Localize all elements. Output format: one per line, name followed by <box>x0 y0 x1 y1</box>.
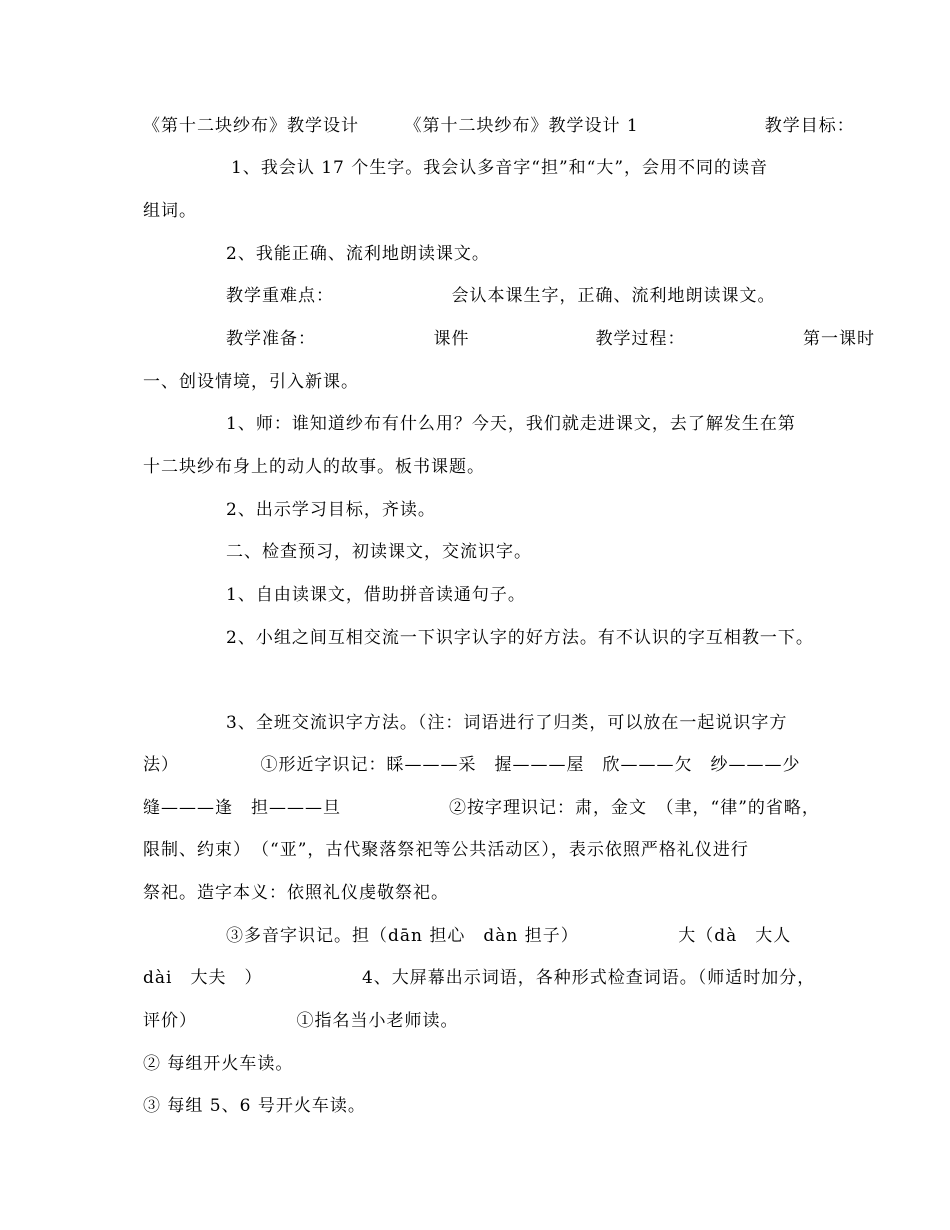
polyphonic-line-1: ③多音字识记。担（dān 担心 dàn 担子） 大（dà 大人 <box>226 926 792 946</box>
key-points-line: 教学重难点： 会认本课生字，正确、流利地朗读课文。 <box>226 286 776 306</box>
reading-step-3-line-2: 法） ①形近字识记：睬———采 握———屋 欣———欠 纱———少 <box>143 755 801 775</box>
section-2-heading: 二、检查预习，初读课文，交流识字。 <box>226 542 532 562</box>
title-line: 《第十二块纱布》教学设计 《第十二块纱布》教学设计 1 教学目标： <box>143 116 855 136</box>
step-1-line-1: 1、师：谁知道纱布有什么用？今天，我们就走进课文，去了解发生在第 <box>226 414 796 434</box>
reading-step-3-line-4: 限制、约束） （“亚”，古代聚落祭祀等公共活动区），表示依照严格礼仪进行 <box>143 840 749 860</box>
group-reading-line: ② 每组开火车读。 <box>143 1054 294 1074</box>
evaluation-line: 评价） ①指名当小老师读。 <box>143 1011 459 1031</box>
reading-step-2-line: 2、小组之间互相交流一下识字认字的好方法。有不认识的字互相教一下。 <box>226 628 814 648</box>
objective-2-line: 2、我能正确、流利地朗读课文。 <box>226 244 490 264</box>
section-1-heading: 一、创设情境，引入新课。 <box>143 372 359 392</box>
preparation-line: 教学准备： 课件 教学过程： 第一课时 <box>226 329 875 349</box>
reading-step-1-line: 1、自由读课文，借助拼音读通句子。 <box>226 585 526 605</box>
reading-step-3-line-1: 3、全班交流识字方法。（注：词语进行了归类，可以放在一起说识字方 <box>226 713 788 733</box>
objective-1-line-1: 1、我会认 17 个生字。我会认多音字“担”和“大”，会用不同的读音 <box>231 158 769 178</box>
step-2-line: 2、出示学习目标，齐读。 <box>226 500 436 520</box>
reading-step-3-line-5: 祭祀。造字本义：依照礼仪虔敬祭祀。 <box>143 883 449 903</box>
group-5-6-reading-line: ③ 每组 5、6 号开火车读。 <box>143 1096 366 1116</box>
step-1-line-2: 十二块纱布身上的动人的故事。板书课题。 <box>143 457 485 477</box>
objective-1-line-2: 组词。 <box>143 201 197 221</box>
polyphonic-line-2: dài 大夫 ） 4、大屏幕出示词语，各种形式检查词语。（师适时加分， <box>143 968 816 988</box>
reading-step-3-line-3: 缝———逢 担———旦 ②按字理识记：肃，金文 （聿，“律”的省略， <box>143 798 820 818</box>
